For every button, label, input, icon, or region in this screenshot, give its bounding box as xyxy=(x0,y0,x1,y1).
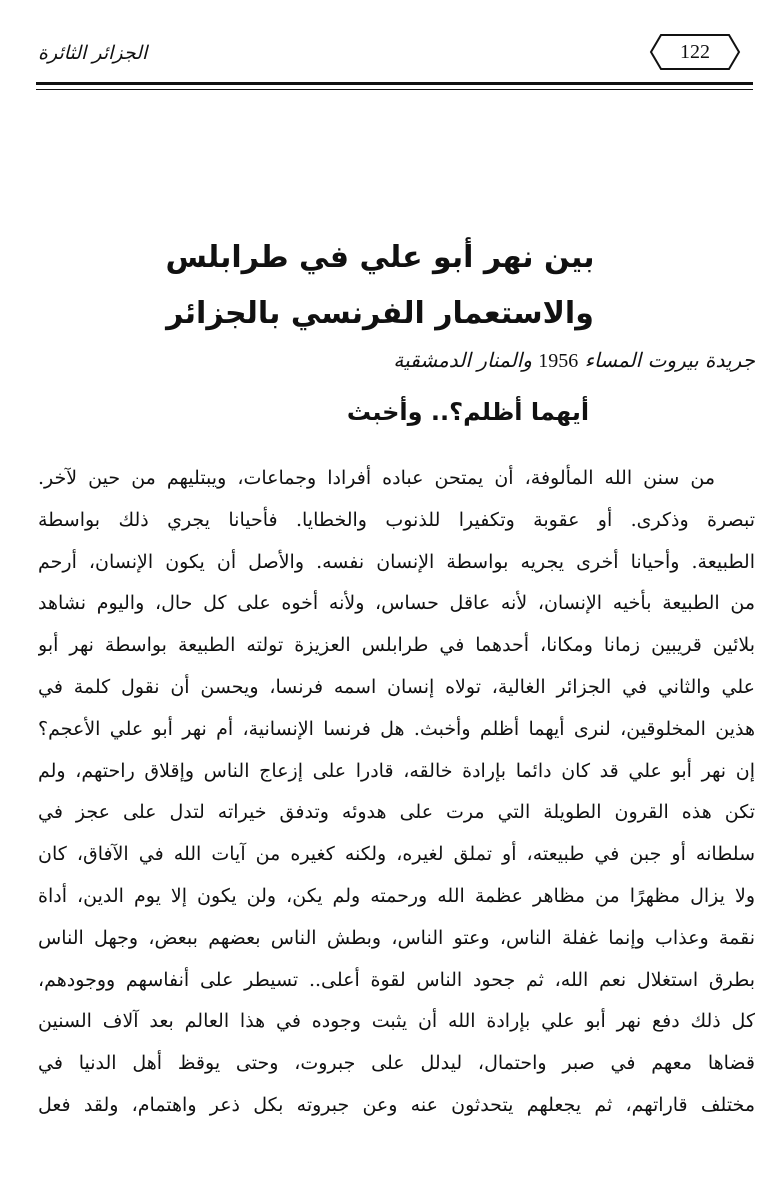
header-rule-thin xyxy=(36,89,753,90)
source-year: 1956 xyxy=(538,350,579,372)
article-subheading: أيهما أظلم؟.. وأخبث xyxy=(346,398,590,426)
body-line: نقمة وعذاب وإنما غفلة الناس، وعتو الناس، وبطش الناس بعضهم ببعض، وجهل الناس xyxy=(38,926,755,949)
body-line: تبصرة وذكرى. أو عقوبة وتكفيرا للذنوب والخطايا. فأحيانا يجري ذلك بواسطة xyxy=(38,508,755,531)
body-line: إن نهر أبو علي قد كان دائما بإرادة خالقه، قادرا على إزعاج الناس وإقلاق راحتهم، ولم xyxy=(38,759,755,782)
body-line: من الطبيعة بأخيه الإنسان، لأنه عاقل حساس، ولأنه أخوه على كل حال، واليوم نشاهد xyxy=(38,592,755,615)
article-title-block xyxy=(80,230,680,342)
body-line: هذين المخلوقين، لنرى أيهما أظلم وأخبث. هل فرنسا الإنسانية، أم نهر أبو علي الأعجم؟ xyxy=(38,717,755,740)
body-line: مختلف قاراتهم، ثم يجعلهم يتحدثون عنه وعن جبروته بكل ذعر واهتمام، ولقد فعل xyxy=(38,1093,755,1116)
page-header xyxy=(38,30,753,80)
body-line: من سنن الله المألوفة، أن يمتحن عباده أفرادا وجماعات، ويبتليهم من حين لآخر. xyxy=(38,467,715,489)
body-line: بلائين قريبين زمانا ومكانا، أحدهما في طرابلس العزيزة تولته الطبيعة بواسطة نهر أبو xyxy=(38,634,755,657)
article-source xyxy=(40,348,755,373)
body-line: سلطانه أو جبن في طبيعته، أو تملق لغيره، ولكنه كغيره من آيات الله في الآفاق، كان xyxy=(38,843,755,866)
body-line: علي والثاني في الجزائر الغالية، تولاه إنسان اسمه فرنسا، ويحسن أن نقول كلمة في xyxy=(38,675,755,698)
source-newspaper-2: والمنار الدمشقية xyxy=(393,348,532,372)
running-head-book-title: الجزائر الثائرة xyxy=(38,42,148,64)
page-number: 122 xyxy=(680,41,710,63)
article-title-line-2: والاستعمار الفرنسي بالجزائر xyxy=(166,296,594,331)
body-line: كل ذلك دفع نهر أبو علي بإرادة الله أن يثبت وجوده في هذا العالم بعد آلاف السنين xyxy=(38,1010,755,1033)
body-line: بطرق استغلال نعم الله، ثم جحود الناس لقوة أعلى.. تسيطر على أنفاسهم ووجودهم، xyxy=(38,968,755,991)
article-body xyxy=(38,458,755,1127)
body-line: ولا يزال مظهرًا من مظاهر عظمة الله ورحمته ولم يكن، ولن يكون إلا يوم الدين، أداة xyxy=(38,884,755,907)
body-line: الطبيعة. وأحيانا أخرى يجريه بواسطة الإنسان نفسه. والأصل أن يكون الإنسان، أرحم xyxy=(38,550,755,573)
page-number-badge xyxy=(649,32,741,72)
article-title-line-1: بين نهر أبو علي في طرابلس xyxy=(165,240,595,275)
header-rule-thick xyxy=(36,82,753,85)
source-newspaper-1: جريدة بيروت المساء xyxy=(584,348,755,372)
body-line: قضاها معهم في صبر واحتمال، ليدلل على جبروت، وحتى يوقظ أهل الدنيا في xyxy=(38,1052,755,1075)
body-line: تكن هذه القرون الطويلة التي مرت على هدوئه وتدفق خيراته لتدل على عجز في xyxy=(38,801,755,824)
